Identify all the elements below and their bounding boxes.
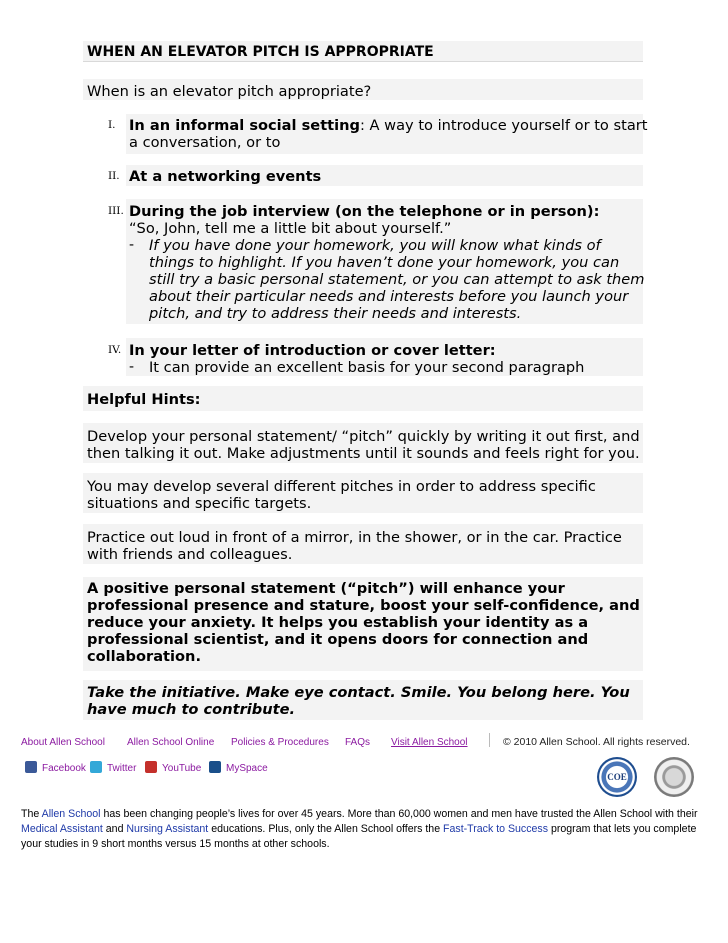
closing-line2: have much to contribute. xyxy=(87,701,296,718)
item4-text: In your letter of introduction or cover letter: xyxy=(129,342,496,359)
item3-quote: “So, John, tell me a little bit about yourself.” xyxy=(129,220,452,237)
item3-sub-line: still try a basic personal statement, or you can attempt to ask them xyxy=(149,271,645,288)
bold-para-line: professional scientist, and it opens doors for connection and xyxy=(87,631,589,648)
hint1-line2: then talking it out. Make adjustments until it sounds and feels right for you. xyxy=(87,445,640,462)
youtube-icon xyxy=(145,761,157,773)
footer-link-allen[interactable]: Allen School xyxy=(41,808,101,820)
bold-para-line: reduce your anxiety. It helps you establish your identity as a xyxy=(87,614,589,631)
footer-link-nursing[interactable]: Nursing Assistant xyxy=(126,823,209,835)
coe-seal-icon xyxy=(597,757,637,797)
hint2-line1: You may develop several different pitches in order to address specific xyxy=(87,478,596,495)
footer-link-faqs[interactable]: FAQs xyxy=(345,737,371,748)
item3-sub-line: about their particular needs and interests before you launch your xyxy=(149,288,629,305)
bold-para-line: professional presence and stature, boost your self-confidence, and xyxy=(87,597,640,614)
hint1-line1: Develop your personal statement/ “pitch” quickly by writing it out first, and xyxy=(87,428,640,445)
state-seal-icon xyxy=(654,757,694,797)
item1-line2: a conversation, or to xyxy=(129,134,281,151)
item1-bold: In an informal social setting xyxy=(129,117,360,134)
twitter-icon xyxy=(90,761,102,773)
item4-sub-line: It can provide an excellent basis for your second paragraph xyxy=(149,359,585,376)
copyright: © 2010 Allen School. All rights reserved. xyxy=(503,736,690,748)
page-title: WHEN AN ELEVATOR PITCH IS APPROPRIATE xyxy=(87,44,434,60)
myspace-icon xyxy=(209,761,221,773)
item3-number: III. xyxy=(108,205,124,217)
footer-link-policies[interactable]: Policies & Procedures xyxy=(231,737,329,748)
facebook-icon xyxy=(25,761,37,773)
social-myspace[interactable]: MySpace xyxy=(209,761,268,775)
item3-sub-line: things to highlight. If you haven’t done your homework, you can xyxy=(149,254,620,271)
closing-line1: Take the initiative. Make eye contact. Smile. You belong here. You xyxy=(87,684,630,701)
hint3-line1: Practice out loud in front of a mirror, in the shower, or in the car. Practice xyxy=(87,529,622,546)
item4-number: IV. xyxy=(108,344,122,356)
footer-divider xyxy=(489,733,490,747)
footer-link-medical[interactable]: Medical Assistant xyxy=(21,823,103,835)
social-youtube[interactable]: YouTube xyxy=(145,761,201,775)
hint2-line2: situations and specific targets. xyxy=(87,495,312,512)
heading-rule xyxy=(83,61,643,62)
hint3-line2: with friends and colleagues. xyxy=(87,546,293,563)
item1-rest: : A way to introduce yourself or to start xyxy=(360,117,648,134)
bold-para-line: A positive personal statement (“pitch”) will enhance your xyxy=(87,580,565,597)
item3-sub-line: If you have done your homework, you will know what kinds of xyxy=(149,237,601,254)
coe-seal-text: COE xyxy=(607,772,627,782)
footer-link-about[interactable]: About Allen School xyxy=(21,737,105,748)
item4-dash: - xyxy=(129,359,135,375)
intro-text: When is an elevator pitch appropriate? xyxy=(87,83,372,100)
hints-title: Helpful Hints: xyxy=(87,391,201,408)
item2-text: At a networking events xyxy=(129,168,322,185)
item1-number: I. xyxy=(108,119,116,131)
social-twitter[interactable]: Twitter xyxy=(90,761,136,775)
item3-sub-line: pitch, and try to address their needs and interests. xyxy=(149,305,522,322)
footer-paragraph: The Allen School has been changing people’s lives for over 45 years. More than 60,000 women and men have trusted the Allen School with their Medical Assistant and Nursing Assistant educations. Plus, only the Allen School offers the Fast-Track to Success program that lets you complete your studies in 9 short months versus 15 months at other schools. xyxy=(21,808,698,850)
item1-line1 xyxy=(129,117,648,134)
footer-link-fasttrack[interactable]: Fast-Track to Success xyxy=(443,823,549,835)
item3-text: During the job interview (on the telephone or in person): xyxy=(129,203,600,220)
item3-dash: - xyxy=(129,237,135,253)
social-facebook[interactable]: Facebook xyxy=(25,761,86,775)
footer-link-visit[interactable]: Visit Allen School xyxy=(391,737,468,748)
footer-link-online[interactable]: Allen School Online xyxy=(127,737,215,748)
bold-para-line: collaboration. xyxy=(87,648,201,665)
item2-number: II. xyxy=(108,170,120,182)
